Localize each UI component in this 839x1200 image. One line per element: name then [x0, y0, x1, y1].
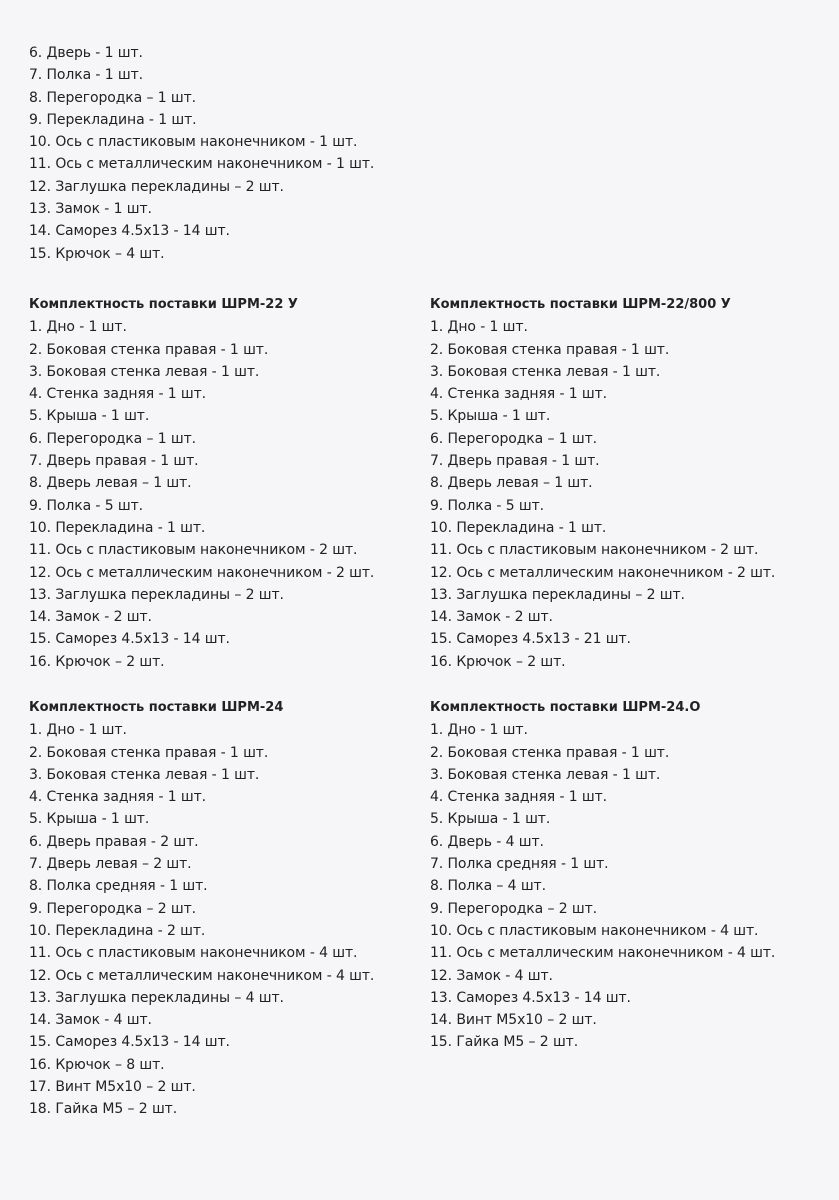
list-item: 15. Крючок – 4 шт.: [29, 245, 165, 262]
list-item: 10. Ось с пластиковым наконечником - 4 шт.: [430, 922, 759, 939]
list-item: 12. Ось с металлическим наконечником - 2 шт.: [430, 564, 776, 581]
list-item: 18. Гайка М5 – 2 шт.: [29, 1101, 178, 1118]
section-heading: Комплектность поставки ШРМ-22/800 У: [430, 297, 731, 312]
list-item: 7. Дверь правая - 1 шт.: [29, 453, 199, 470]
list-item: 6. Дверь правая - 2 шт.: [29, 833, 199, 850]
list-item: 11. Ось с пластиковым наконечником - 2 шт.: [430, 542, 759, 559]
list-item: 9. Полка - 5 шт.: [29, 497, 144, 514]
section-shrm-24o: [430, 697, 775, 1054]
list-item: 9. Перегородка – 2 шт.: [430, 900, 598, 917]
parts-list: [29, 316, 374, 673]
list-item: 4. Стенка задняя - 1 шт.: [430, 789, 608, 806]
list-item: 7. Полка - 1 шт.: [29, 67, 144, 84]
list-item: 6. Перегородка – 1 шт.: [430, 430, 598, 447]
list-item: 15. Саморез 4.5х13 - 14 шт.: [29, 631, 230, 648]
list-item: 3. Боковая стенка левая - 1 шт.: [430, 363, 661, 380]
list-item: 2. Боковая стенка правая - 1 шт.: [430, 341, 670, 358]
list-item: 10. Перекладина - 2 шт.: [29, 922, 206, 939]
list-item: 14. Винт М5х10 – 2 шт.: [430, 1012, 597, 1029]
section-shrm-24: [29, 697, 374, 1121]
list-item: 7. Дверь левая – 2 шт.: [29, 856, 192, 873]
list-item: 1. Дно - 1 шт.: [29, 722, 127, 739]
list-item: 2. Боковая стенка правая - 1 шт.: [29, 341, 269, 358]
list-item: 14. Замок - 2 шт.: [430, 609, 553, 626]
list-item: 16. Крючок – 2 шт.: [430, 653, 566, 670]
list-item: 13. Заглушка перекладины – 2 шт.: [430, 586, 685, 603]
section-heading: Комплектность поставки ШРМ-22 У: [29, 297, 298, 312]
list-item: 8. Полка – 4 шт.: [430, 878, 546, 895]
list-item: 3. Боковая стенка левая - 1 шт.: [29, 766, 260, 783]
list-item: 16. Крючок – 8 шт.: [29, 1056, 165, 1073]
list-item: 5. Крыша - 1 шт.: [29, 811, 150, 828]
list-item: 7. Дверь правая - 1 шт.: [430, 453, 600, 470]
list-item: 9. Перекладина - 1 шт.: [29, 111, 197, 128]
list-item: 8. Перегородка – 1 шт.: [29, 89, 197, 106]
list-item: 11. Ось с металлическим наконечником - 1 шт.: [29, 156, 375, 173]
section-shrm-22-800u: [430, 294, 775, 673]
list-item: 13. Заглушка перекладины – 2 шт.: [29, 586, 284, 603]
list-item: 8. Полка средняя - 1 шт.: [29, 878, 208, 895]
parts-list: [430, 316, 775, 673]
parts-list: [430, 719, 775, 1053]
continued-parts-list: [29, 42, 374, 265]
list-item: 6. Дверь - 4 шт.: [430, 833, 544, 850]
list-item: 11. Ось с пластиковым наконечником - 2 шт.: [29, 542, 358, 559]
list-item: 4. Стенка задняя - 1 шт.: [29, 386, 207, 403]
list-item: 10. Ось с пластиковым наконечником - 1 шт.: [29, 134, 358, 151]
list-item: 3. Боковая стенка левая - 1 шт.: [29, 363, 260, 380]
list-item: 2. Боковая стенка правая - 1 шт.: [430, 744, 670, 761]
list-item: 5. Крыша - 1 шт.: [430, 811, 551, 828]
list-item: 16. Крючок – 2 шт.: [29, 653, 165, 670]
list-item: 13. Замок - 1 шт.: [29, 201, 152, 218]
list-item: 1. Дно - 1 шт.: [29, 319, 127, 336]
list-item: 9. Перегородка – 2 шт.: [29, 900, 197, 917]
list-item: 13. Заглушка перекладины – 4 шт.: [29, 989, 284, 1006]
list-item: 8. Дверь левая – 1 шт.: [430, 475, 593, 492]
list-item: 10. Перекладина - 1 шт.: [29, 519, 206, 536]
list-item: 6. Перегородка – 1 шт.: [29, 430, 197, 447]
list-item: 8. Дверь левая – 1 шт.: [29, 475, 192, 492]
list-item: 4. Стенка задняя - 1 шт.: [430, 386, 608, 403]
section-shrm-22u: [29, 294, 374, 673]
list-item: 5. Крыша - 1 шт.: [29, 408, 150, 425]
list-item: 7. Полка средняя - 1 шт.: [430, 856, 609, 873]
parts-list: [29, 719, 374, 1120]
parts-list: [29, 42, 374, 265]
list-item: 1. Дно - 1 шт.: [430, 722, 528, 739]
list-item: 11. Ось с металлическим наконечником - 4 шт.: [430, 945, 776, 962]
list-item: 12. Замок - 4 шт.: [430, 967, 553, 984]
list-item: 6. Дверь - 1 шт.: [29, 45, 143, 61]
list-item: 3. Боковая стенка левая - 1 шт.: [430, 766, 661, 783]
list-item: 15. Гайка М5 – 2 шт.: [430, 1034, 579, 1051]
list-item: 4. Стенка задняя - 1 шт.: [29, 789, 207, 806]
list-item: 13. Саморез 4.5х13 - 14 шт.: [430, 989, 631, 1006]
list-item: 2. Боковая стенка правая - 1 шт.: [29, 744, 269, 761]
list-item: 14. Саморез 4.5х13 - 14 шт.: [29, 223, 230, 240]
list-item: 1. Дно - 1 шт.: [430, 319, 528, 336]
list-item: 14. Замок - 2 шт.: [29, 609, 152, 626]
list-item: 9. Полка - 5 шт.: [430, 497, 545, 514]
section-heading: Комплектность поставки ШРМ-24: [29, 700, 284, 715]
list-item: 17. Винт М5х10 – 2 шт.: [29, 1079, 196, 1096]
list-item: 11. Ось с пластиковым наконечником - 4 шт.: [29, 945, 358, 962]
list-item: 10. Перекладина - 1 шт.: [430, 519, 607, 536]
list-item: 14. Замок - 4 шт.: [29, 1012, 152, 1029]
list-item: 5. Крыша - 1 шт.: [430, 408, 551, 425]
list-item: 12. Ось с металлическим наконечником - 2 шт.: [29, 564, 375, 581]
list-item: 12. Заглушка перекладины – 2 шт.: [29, 178, 284, 195]
section-heading: Комплектность поставки ШРМ-24.О: [430, 700, 701, 715]
list-item: 15. Саморез 4.5х13 - 14 шт.: [29, 1034, 230, 1051]
list-item: 12. Ось с металлическим наконечником - 4 шт.: [29, 967, 375, 984]
list-item: 15. Саморез 4.5х13 - 21 шт.: [430, 631, 631, 648]
